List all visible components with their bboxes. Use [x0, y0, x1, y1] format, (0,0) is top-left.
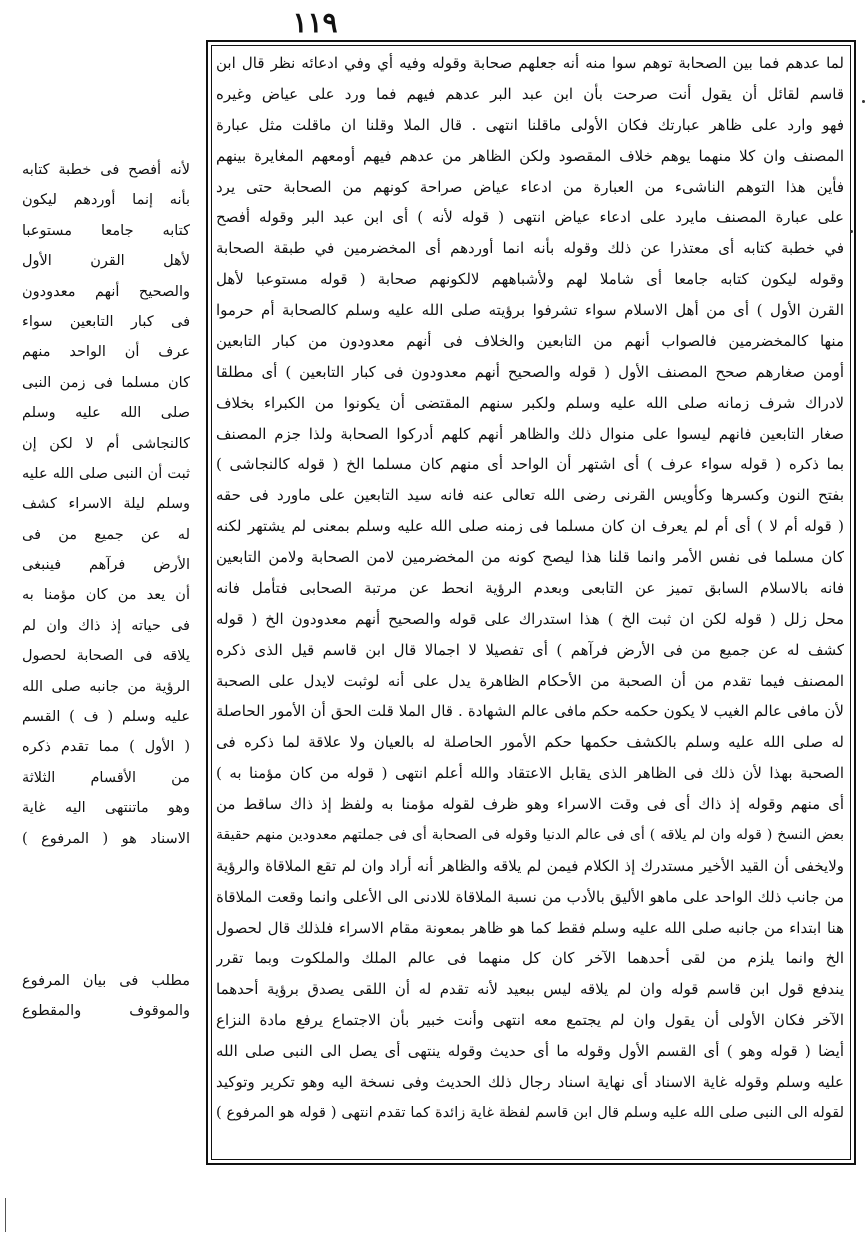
margin-text-line: عليه وسلم ( ف ) القسم — [22, 709, 190, 726]
margin-text-line: ( الأول ) مما تقدم ذكره — [22, 739, 190, 756]
text-line: لأن مافى عالم الغيب لا يكون حكمه حكم مافى عالم الشهادة . قال الملا قلت الحق أن الأمور الحاصلة — [216, 702, 844, 721]
margin-text-line: أن يعد من كان مؤمنا به — [22, 587, 190, 604]
margin-text-line: وسلم ليلة الاسراء كشف — [22, 496, 190, 513]
text-line: فأين هذا التوهم الناشىء من العبارة من ادعاء عياض صراحة كونهم من الصحابة حتى يرد — [216, 177, 844, 196]
margin-section-heading — [22, 966, 190, 1027]
scan-edge-mark — [5, 1198, 6, 1232]
margin-text-line: من الأقسام الثلاثة — [22, 769, 190, 786]
text-line: وقوله ليكون كتابه جامعا أى شاملا لهم ولأشباههم لالكونهم صحابة ( قوله مستوعبا لأهل — [216, 270, 844, 289]
text-line: كان مسلما فى نفس الأمر وانما قلنا هذا ليصح كونه من المخضرمين لامن الصحابة ولامن التابعين — [216, 548, 844, 566]
margin-text-line: كان مسلما فى زمن النبى — [22, 374, 190, 391]
text-line: من جانب ذلك الواحد على ماهو الأليق بالأدب من نسبة الملاقاة للادنى الى الأعلى وانما وقعت الملاقاة — [216, 887, 844, 906]
margin-heading-line: مطلب فى بيان المرفوع — [22, 973, 190, 989]
text-line: أيضا ( قوله وهو ) أى القسم الأول وقوله ما أى حديث وقوله ينتهى أى يصل الى النبى صلى الله — [216, 1042, 844, 1060]
margin-text-line: عرف أن الواحد منهم — [22, 344, 190, 361]
text-line: فانه بالاسلام السابق تميز عن التابعى وبعدم الرؤية انحط عن مرتبة الصحابى فتأمل فانه — [216, 578, 844, 597]
margin-text-line: لأنه أفصح فى خطبة كتابه — [22, 162, 190, 178]
margin-text-line: الاسناد هو ( المرفوع ) — [22, 830, 190, 847]
margin-text-line: له عن جميع من فى — [22, 526, 190, 543]
page-number: ١١٩ — [292, 6, 338, 39]
text-line: عليه وسلم وقوله غاية الاسناد أى نهاية اسناد رجال ذلك الحديث وفى نسخة اليه وهو تكرير وتوكيد — [216, 1072, 844, 1091]
text-line: فهو وارد على ظاهر عبارتك فكان الأولى ماقلنا انتهى . قال الملا وقلنا ان ماقلت مثل عبارة — [216, 115, 844, 134]
margin-text-line: والصحيح أنهم معدودون — [22, 283, 190, 300]
text-line: منها كالمخضرمين فالصواب أنهم من التابعين والخلاف فى أنهم معدودون من كبار التابعين — [216, 331, 844, 350]
margin-text-line: فى كبار التابعين سواء — [22, 313, 190, 330]
text-line: الصحبة بهذا لأن ذلك فى الظاهر الذى يقابل الاعتقاد والله أعلم انتهى ( قوله من كان مؤمنا به ) — [216, 764, 844, 783]
scan-speck — [850, 230, 853, 233]
margin-text-line: الأرض فرآهم فينبغى — [22, 557, 190, 574]
text-line: صغار التابعين فانهم ليسوا على منوال ذلك والظاهر أنهم كلهم أدركوا الصحابة ولذا جزم المصنف — [216, 424, 844, 443]
margin-text-line: وهو ماتنتهى اليه غاية — [22, 800, 190, 817]
margin-text-line: كتابه جامعا مستوعبا — [22, 222, 190, 239]
text-line: لادراك شرف زمانه صلى الله عليه وسلم ولكبر سنهم المقتضى أن يكونوا من الكبراء بخلاف — [216, 393, 844, 412]
margin-heading-line: والموقوف والمقطوع — [22, 1003, 190, 1020]
text-line: الآخر فكان الأولى أن يقول وان لم يجتمع معه انتهى وأنت خبير بأن الاجتماع يرفع مادة النزاع — [216, 1011, 844, 1030]
margin-text-line: كالنجاشى أم لا لكن إن — [22, 435, 190, 452]
margin-text-line: صلى الله عليه وسلم — [22, 405, 190, 422]
text-line: هنا ابتداء من جانبه صلى الله عليه وسلم فقط كما هو ظاهر بمعونة مقام الاسراء فلذلك قال لحصول — [216, 918, 844, 937]
text-line: أى منهم وقوله إذ ذاك أى فى وقت الاسراء وهو ظرف لقوله مؤمنا به ولفظ إذ ذاك ساقط من — [216, 795, 844, 813]
margin-base-text — [22, 155, 190, 854]
text-line: ( قوله أم لا ) أى أم لم يعرف ان كان مسلما فى زمنه صلى الله عليه وسلم بمعنى لم يشتهر لكنه — [216, 517, 844, 536]
text-line: القرن الأول ) أى من أهل الاسلام سواء تشرفوا برؤيته صلى الله عليه وسلم كالصحابة أم حرموا — [216, 301, 844, 319]
margin-text-line: بأنه إنما أوردهم ليكون — [22, 192, 190, 209]
margin-text-line: يلاقه فى الصحابة لحصول — [22, 648, 190, 665]
main-commentary-text — [216, 48, 844, 1160]
text-line: الخ وانما يلزم من لقى أحدهما الآخر كان كل منهما فى عالم الملك والملكوت وبما تقرر — [216, 949, 844, 968]
margin-text-line: فى حياته إذ ذاك وان لم — [22, 617, 190, 634]
text-line: في خطبة كتابه أى معتذرا عن ذلك وقوله بأنه انما أوردهم أى المخضرمين في طبقة الصحابة — [216, 239, 844, 258]
margin-text-line: الرؤية من جانبه صلى الله — [22, 678, 190, 695]
text-line: بعض النسخ ( قوله وان لم يلاقه ) أى فى عالم الدنيا وقوله فى الصحابة أى فى جملتهم معدودين منهم حقيقة — [216, 826, 844, 843]
margin-text-line: لأهل القرن الأول — [22, 253, 190, 270]
text-line: أومن صغارهم صحح المصنف الأول ( قوله والصحيح أنهم معدودون فى كبار التابعين ) أى مطلقا — [216, 362, 844, 381]
text-line: ولايخفى أن القيد الأخير مستدرك إذ الكلام فيمن لم يلاقه والظاهر أنه أراد وان لم تقع الملاقاة والرؤية — [216, 856, 844, 875]
text-line: لما عدهم فما بين الصحابة توهم سوا منه أنه جعلهم صحابة وقوله وفيه أي وفي ادعائه نظر قال ابن — [216, 54, 844, 72]
text-line: محل زلل ( قوله لكن ان ثبت الخ ) هذا استدراك على قوله والصحيح أنهم معدودون الخ ( قوله — [216, 609, 844, 628]
text-line: على عبارة المصنف مايرد على ادعاء عياض انتهى ( قوله لأنه ) أى ابن عبد البر وقوله أفصح — [216, 208, 844, 227]
text-line: المصنف وان كلا منهما يوهم خلاف المقصود ولكن الظاهر من عدهم فيهم أومعهم المغايرة بينهم — [216, 146, 844, 165]
margin-text-line: ثبت أن النبى صلى الله عليه — [22, 465, 190, 482]
text-line: كشف له عن جميع من فى الأرض فرآهم ) أى تفصيلا لا اجمالا قال ابن قاسم قيل الذى ذكره — [216, 640, 844, 659]
text-line: له صلى الله عليه وسلم بالكشف حكمها حكم الأمور الحاصلة له بالعيان ولا علاقة لما ذكره فى — [216, 733, 844, 752]
text-line: يندفع قول ابن قاسم قوله وان لم يلاقه ليس ببعيد لأنه تقدم له أن اللقى يصدق برؤية أحدهما — [216, 980, 844, 999]
text-line: لقوله الى النبى صلى الله عليه وسلم قال ابن قاسم لفظة غاية زائدة كما تقدم انتهى ( قوله هو المرفوع ) — [216, 1104, 844, 1121]
text-line: بما ذكره ( قوله سواء عرف ) أى اشتهر أن الواحد أى منهم كان مسلما الخ ( قوله كالنجاشى ) — [216, 455, 844, 474]
text-line: قاسم لقائل أن يقول أنت صرحت بأن ابن عبد البر عدهم فيهم فما ورد على عياض وغيره — [216, 84, 844, 103]
text-line: المصنف فيما تقدم من أن الصحبة من الأحكام الظاهرة يدل على أنه لوثبت لايدل على الصحبة — [216, 671, 844, 690]
text-line: بفتح النون وكسرها وكأويس القرنى رضى الله تعالى عنه فانه سيد التابعين على ماورد فى حقه — [216, 486, 844, 505]
